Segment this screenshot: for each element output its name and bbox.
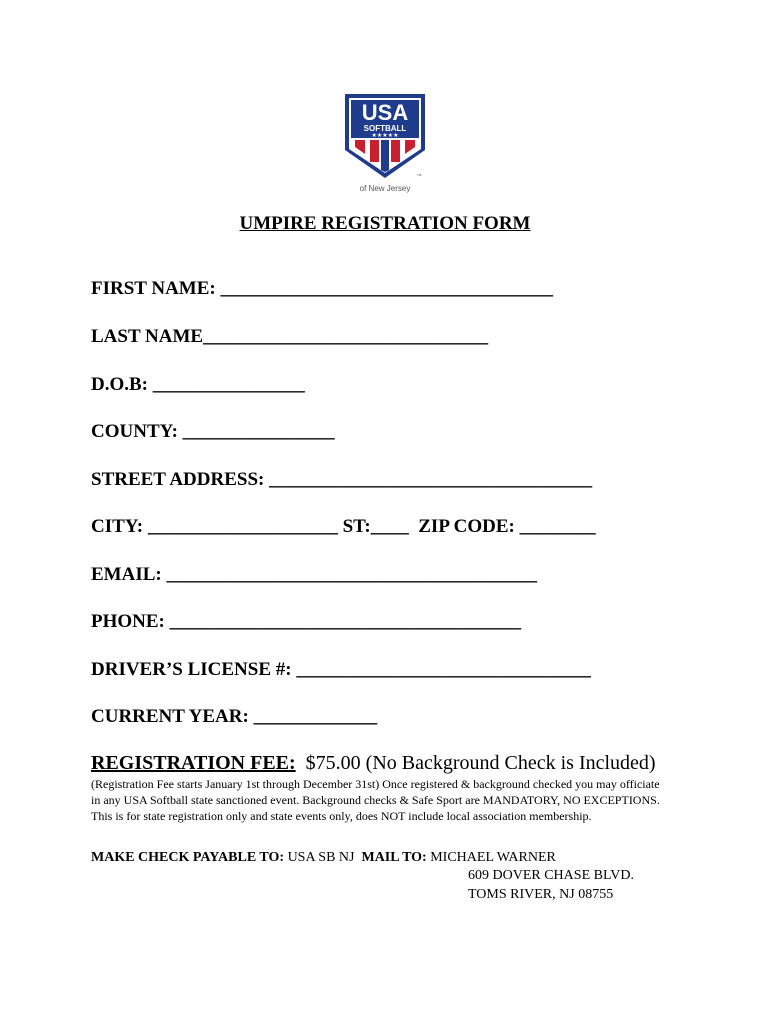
first-name-field[interactable]: FIRST NAME: ___________________________________: [91, 278, 553, 299]
mail-name: MICHAEL WARNER: [426, 850, 556, 865]
city-st-zip-field[interactable]: CITY: ____________________ ST:____ ZIP CODE: ________: [91, 516, 596, 537]
mail-address-line-1: 609 DOVER CHASE BLVD.: [468, 868, 634, 883]
registration-fee-label: REGISTRATION FEE:: [91, 752, 296, 774]
form-title: UMPIRE REGISTRATION FORM: [239, 213, 531, 234]
dob-field[interactable]: D.O.B: ________________: [91, 374, 305, 395]
phone-field[interactable]: PHONE: _____________________________________: [91, 611, 522, 632]
logo-softball-text: SOFTBALL: [363, 124, 407, 133]
email-field[interactable]: EMAIL: _______________________________________: [91, 564, 537, 585]
mail-to-label: MAIL TO:: [361, 850, 427, 865]
registration-note: (Registration Fee starts January 1st through December 31st) Once registered & background checked you may officiate in any USA Softball state sanctioned event. Background checks & Safe Sport are MANDATORY, NO EXCEPTIONS. This is for state registration only and state events only, does NOT include local association membership.: [91, 777, 660, 823]
payment-line: [91, 850, 556, 866]
county-field[interactable]: COUNTY: ________________: [91, 421, 335, 442]
drivers-license-field[interactable]: DRIVER’S LICENSE #: _______________________________: [91, 659, 591, 680]
svg-text:★★★★★: ★★★★★: [371, 132, 399, 139]
logo-usa-text: USA: [361, 100, 409, 125]
usa-softball-logo: [343, 92, 427, 198]
last-name-field[interactable]: LAST NAME______________________________: [91, 326, 489, 347]
payable-label: MAKE CHECK PAYABLE TO:: [91, 850, 285, 865]
current-year-field[interactable]: CURRENT YEAR: _____________: [91, 706, 378, 727]
logo-subtitle: of New Jersey: [359, 184, 411, 193]
street-address-field[interactable]: STREET ADDRESS: __________________________________: [91, 469, 593, 490]
registration-fee-value: $75.00 (No Background Check is Included): [295, 752, 656, 774]
payable-value: USA SB NJ: [284, 850, 362, 865]
logo-tm-text: TM: [417, 173, 422, 177]
mail-address-line-2: TOMS RIVER, NJ 08755: [468, 887, 614, 902]
registration-fee: [91, 752, 656, 775]
